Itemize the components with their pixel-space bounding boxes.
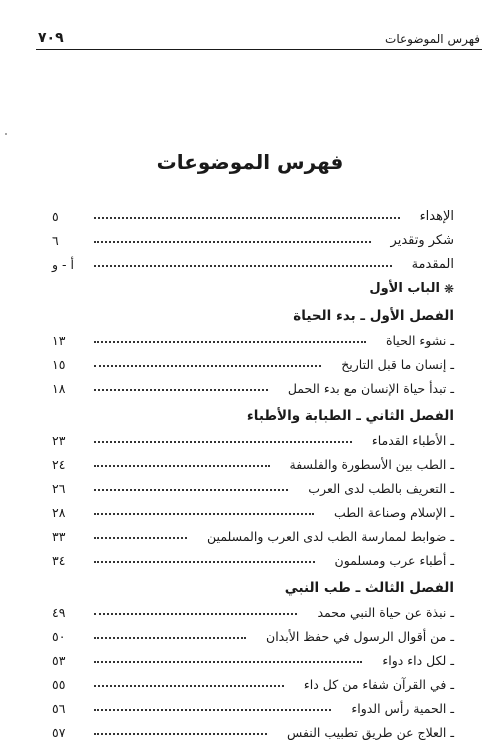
leader-dots — [94, 685, 284, 687]
toc-entry[interactable] — [52, 472, 454, 496]
toc-entry-page: ٢٨ — [52, 505, 66, 520]
toc-entry[interactable] — [52, 348, 454, 372]
toc-entry-label: ـ ضوابط لممارسة الطب لدى العرب والمسلمين — [207, 529, 454, 544]
leader-dots — [94, 613, 297, 615]
toc-entry-dedication[interactable] — [52, 200, 454, 224]
leader-dots — [94, 709, 331, 711]
leader-dots — [94, 513, 314, 515]
toc-entry-label: ـ نشوء الحياة — [385, 333, 454, 348]
leader-dots — [94, 365, 321, 367]
toc-entry-label: ـ العلاج عن طريق تطبيب النفس — [287, 725, 454, 740]
toc-entry-label: ـ نبذة عن حياة النبي محمد — [317, 605, 454, 620]
toc-entry-label: ـ الحمية رأس الدواء — [351, 701, 454, 716]
toc-entry-introduction[interactable] — [52, 248, 454, 272]
toc-entry-page: ٥٠ — [52, 629, 66, 644]
toc-entry-label: ـ الإسلام وصناعة الطب — [333, 505, 454, 520]
part-heading — [52, 272, 454, 296]
toc-entry-page: أ - و — [52, 257, 74, 272]
toc-entry[interactable] — [52, 668, 454, 692]
toc-entry[interactable] — [52, 424, 454, 448]
toc-entry[interactable] — [52, 692, 454, 716]
leader-dots — [94, 465, 270, 467]
toc-entry-label: ـ تبدأ حياة الإنسان مع بدء الحمل — [287, 381, 454, 396]
chapter-heading: الفصل الأول ـ بدء الحياة — [293, 308, 454, 324]
page-number: ٧٠٩ — [38, 30, 64, 46]
running-title: فهرس الموضوعات — [385, 32, 480, 46]
toc-entry-page: ٢٣ — [52, 433, 66, 448]
toc-entry[interactable] — [52, 716, 454, 740]
leader-dots — [94, 537, 187, 539]
margin-speck — [5, 133, 7, 135]
leader-dots — [94, 561, 315, 563]
chapter-heading: الفصل الثاني ـ الطبابة والأطباء — [246, 408, 454, 424]
table-of-contents — [52, 200, 454, 740]
toc-entry-label: ـ في القرآن شفاء من كل داء — [303, 677, 454, 692]
toc-entry-page: ٣٤ — [52, 553, 66, 568]
toc-entry-label: شكر وتقدير — [390, 233, 454, 248]
toc-entry[interactable] — [52, 620, 454, 644]
toc-entry-label: ـ إنسان ما قبل التاريخ — [341, 357, 454, 372]
toc-entry-acknowledgements[interactable] — [52, 224, 454, 248]
leader-dots — [94, 217, 400, 219]
toc-entry-page: ٥٦ — [52, 701, 66, 716]
toc-entry-page: ٥ — [52, 209, 59, 224]
toc-entry-label: ـ الطب بين الأسطورة والفلسفة — [289, 457, 454, 472]
toc-entry-label: ـ لكل داء دواء — [382, 653, 454, 668]
toc-entry[interactable] — [52, 324, 454, 348]
page-title: فهرس الموضوعات — [156, 150, 344, 174]
toc-entry[interactable] — [52, 496, 454, 520]
leader-dots — [94, 241, 371, 243]
toc-entry[interactable] — [52, 520, 454, 544]
toc-entry-label: ـ أطباء عرب ومسلمون — [334, 553, 454, 568]
leader-dots — [94, 637, 246, 639]
leader-dots — [94, 733, 267, 735]
toc-entry-page: ٥٧ — [52, 725, 66, 740]
toc-entry-page: ٢٦ — [52, 481, 66, 496]
toc-entry-label: ـ الأطباء القدماء — [371, 433, 454, 448]
toc-entry[interactable] — [52, 644, 454, 668]
toc-entry-page: ١٨ — [52, 381, 66, 396]
leader-dots — [94, 661, 362, 663]
asterisk-ornament-icon: ❋ — [443, 282, 454, 296]
toc-entry-page: ٥٥ — [52, 677, 66, 692]
leader-dots — [94, 341, 366, 343]
toc-entry-page: ٤٩ — [52, 605, 66, 620]
leader-dots — [94, 265, 392, 267]
toc-entry[interactable] — [52, 372, 454, 396]
toc-entry-page: ١٣ — [52, 333, 66, 348]
toc-entry[interactable] — [52, 448, 454, 472]
toc-entry-label: ـ من أقوال الرسول في حفظ الأبدان — [266, 629, 454, 644]
running-header — [36, 26, 482, 50]
leader-dots — [94, 489, 288, 491]
chapter-heading: الفصل الثالث ـ طب النبي — [284, 580, 454, 596]
toc-entry-label: الإهداء — [419, 209, 454, 224]
toc-entry-page: ٢٤ — [52, 457, 66, 472]
toc-entry-page: ٥٣ — [52, 653, 66, 668]
toc-entry-label: المقدمة — [411, 257, 454, 272]
toc-entry[interactable] — [52, 544, 454, 568]
toc-entry-page: ٣٣ — [52, 529, 66, 544]
toc-entry-label: ـ التعريف بالطب لدى العرب — [308, 481, 454, 496]
leader-dots — [94, 441, 352, 443]
toc-entry-page: ٦ — [52, 233, 59, 248]
part-title: الباب الأول — [369, 281, 440, 296]
leader-dots — [94, 389, 268, 391]
toc-entry-page: ١٥ — [52, 357, 66, 372]
toc-entry[interactable] — [52, 596, 454, 620]
